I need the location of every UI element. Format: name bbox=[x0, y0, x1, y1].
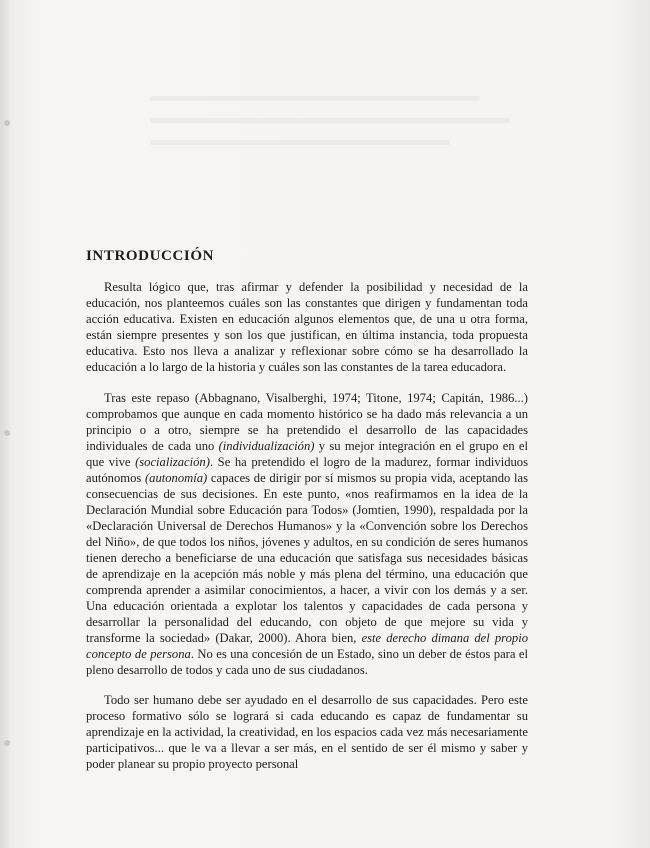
bleed-through-shadow bbox=[150, 118, 510, 123]
binding-hole-mark bbox=[4, 120, 10, 126]
paragraph-2-italic: (individualización) bbox=[218, 439, 315, 453]
paragraph-2-italic: este derecho dimana del propio concepto de persona bbox=[86, 631, 528, 661]
binding-hole-mark bbox=[4, 430, 10, 436]
paragraph-2-text: y su mejor integración en el grupo en el que vive bbox=[86, 439, 529, 469]
paragraph-3: Todo ser humano debe ser ayudado en el desarrollo de sus capacidades. Pero este proceso formativo sólo se logrará si cada educando es capaz de fundamentar su aprendizaje en la actividad, la creatividad, en los espacios cada vez más necesariamente participativos... que le va a llevar a ser más, en el sentido de ser él mismo y saber y poder planear su propio proyecto personal bbox=[86, 693, 528, 771]
paragraph-2-text: . Se ha pretendido el logro de la madurez, formar individuos autónomos bbox=[86, 455, 529, 485]
binding-hole-mark bbox=[4, 740, 10, 746]
paragraph-2-text: capaces de dirigir por sí mismos su propia vida, aceptando las consecuencias de sus decisiones. En este punto, «nos reafirmamos en la idea de la Declaración Mundial sobre Educación para Todos» (Jomtien, 1990), respaldada por la «Declaración Universal de Derechos Humanos» y la «Convención sobre los Derechos del Niño», de que todos los niños, jóvenes y adultos, en su condición de seres humanos tienen derecho a beneficiarse de una educación que satisfaga sus necesidades básicas de aprendizaje en la acepción más noble y más plena del término, una educación que comprenda aprender a asimilar conocimientos, a hacer, a vivir con los demás y a ser. Una educación orientada a explotar los talentos y capacidades de cada persona y desarrollar la personalidad del educando, con objeto de que mejore su vida y transforme la sociedad» (Dakar, 2000). Ahora bien, bbox=[86, 471, 528, 645]
section-heading: INTRODUCCIÓN bbox=[86, 248, 215, 264]
paragraph-1: Resulta lógico que, tras afirmar y defender la posibilidad y necesidad de la educación, nos planteemos cuáles son las constantes que dirigen y fundamentan toda acción educativa. Existen en educación algunos elementos que, de una u otra forma, están siempre presentes y son los que justifican, en última instancia, toda propuesta educativa. Esto nos lleva a analizar y reflexionar sobre cómo se ha desarrollado la educación a lo largo de la historia y cuáles son las constantes de la tarea educadora. bbox=[86, 280, 528, 374]
bleed-through-shadow bbox=[150, 140, 450, 145]
text-column bbox=[86, 248, 528, 772]
bleed-through-shadow bbox=[150, 96, 480, 101]
paragraph-2-italic: (autonomía) bbox=[144, 471, 208, 485]
paragraph-2-text: Tras este repaso (Abbagnano, Visalberghi, 1974; Titone, 1974; Capitán, 1986...) comprobamos que aunque en cada momento histórico se ha dado más relevancia a un principio o a otro, siempre se ha pretendido el desarrollo de las capacidades individuales de cada uno bbox=[86, 391, 528, 453]
paragraph-2 bbox=[86, 390, 528, 678]
paragraph-2-italic: (socialización) bbox=[135, 455, 210, 469]
paragraph-2-text: . No es una concesión de un Estado, sino un deber de éstos para el pleno desarrollo de todos y cada uno de sus ciudadanos. bbox=[86, 647, 528, 677]
